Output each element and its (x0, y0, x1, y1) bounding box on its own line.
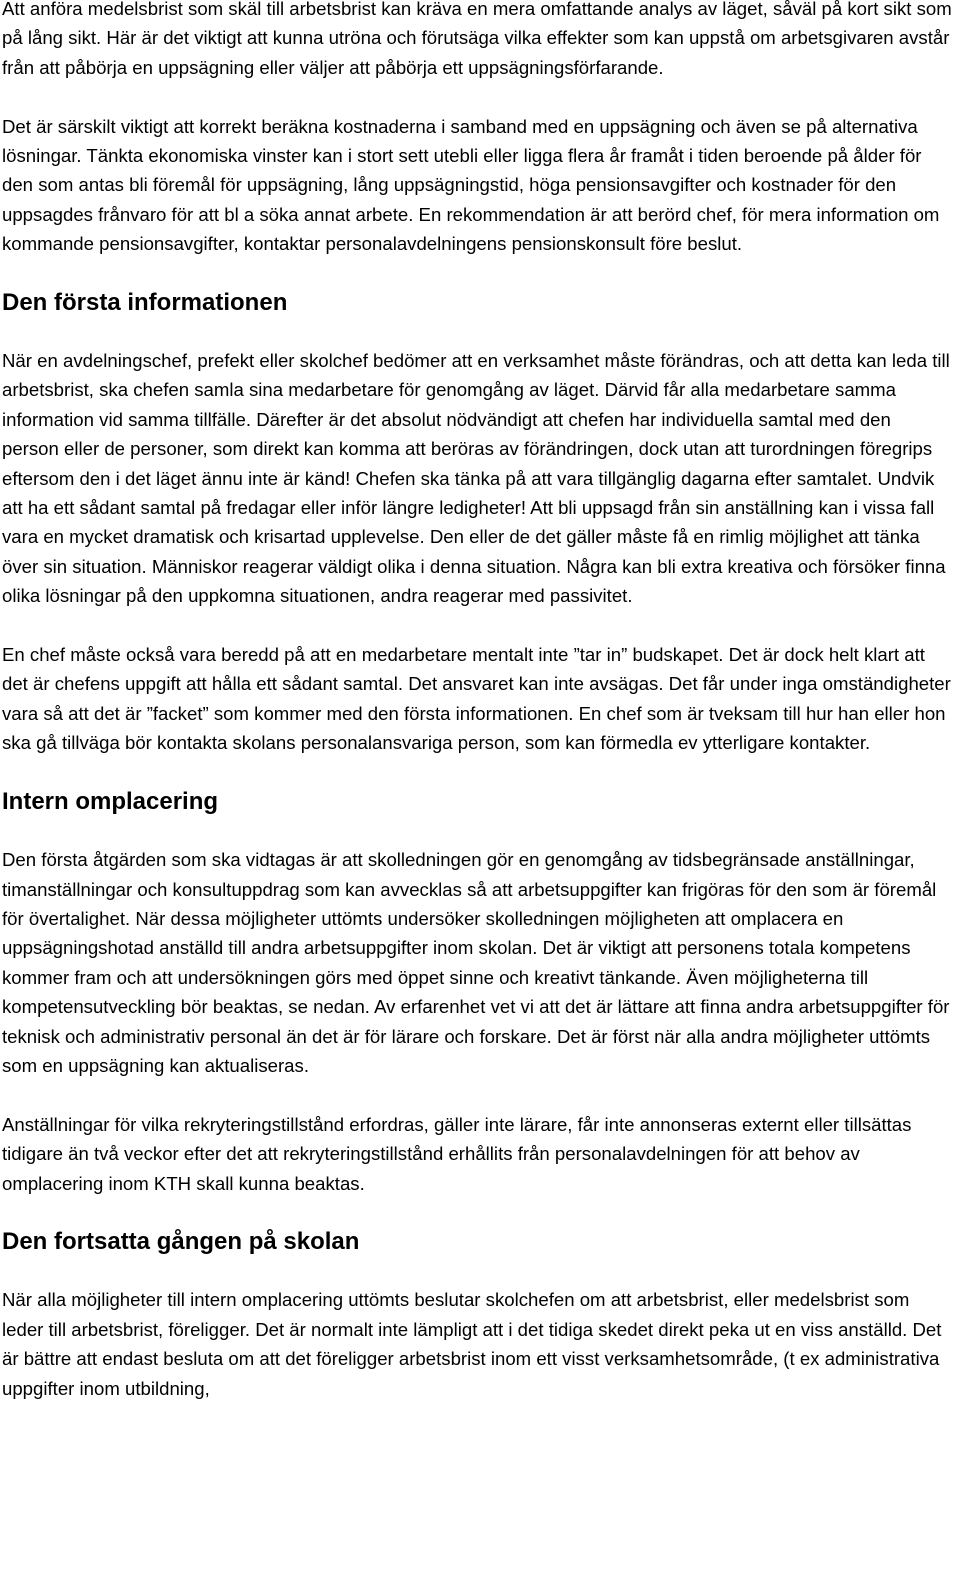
section-2-paragraph-1: Den första åtgärden som ska vidtagas är att skolledningen gör en genomgång av tidsbegränsade anställningar, timanställningar och konsultuppdrag som kan avvecklas så att arbetsuppgifter kan frigöras för den som är föremål för övertalighet. När dessa möjligheter uttömts undersöker skolledningen möjligheten att omplacera en uppsägningshotad anställd till andra arbetsuppgifter inom skolan. Det är viktigt att personens totala kompetens kommer fram och att undersökningen görs med öppet sinne och kreativt tänkande. Även möjligheterna till kompetensutveckling bör beaktas, se nedan. Av erfarenhet vet vi att det är lättare att finna andra arbetsuppgifter för teknisk och administrativ personal än det är för lärare och forskare. Det är först när alla andra möjligheter uttömts som en uppsägning kan aktualiseras. (2, 849, 950, 1076)
section-2-paragraph-2: Anställningar för vilka rekryteringstillstånd erfordras, gäller inte lärare, får inte annonseras externt eller tillsättas tidigare än två veckor efter det att rekryteringstillstånd erhållits från personalavdelningen för att behov av omplacering inom KTH skall kunna beaktas. (2, 1113, 912, 1194)
section-heading-continued-process: Den fortsatta gången på skolan (2, 1228, 360, 1256)
section-heading-internal-relocation: Intern omplacering (2, 788, 219, 816)
intro-paragraph-1: Att anföra medelsbrist som skäl till arbetsbrist kan kräva en mera omfattande analys av läget, såväl på kort sikt som på lång sikt. Här är det viktigt att kunna utröna och förutsäga vilka effekter som kan uppstå om arbetsgivaren avstår från att påbörja en uppsägning eller väljer att påbörja ett uppsägningsförfarande. (2, 0, 952, 78)
document-page (2, 0, 952, 1432)
section-1-paragraph-2: En chef måste också vara beredd på att en medarbetare mentalt inte ”tar in” budskapet. Det är dock helt klart att det är chefens uppgift att hålla ett sådant samtal. Det ansvaret kan inte avsägas. Det får under inga omständigheter vara så att det är ”facket” som kommer med den första informationen. En chef som är tveksam till hur han eller hon ska gå tillväga bör kontakta skolans personalansvariga person, som kan förmedla ev ytterligare kontakter. (2, 644, 951, 754)
section-1-paragraph-1: När en avdelningschef, prefekt eller skolchef bedömer att en verksamhet måste förändras, och att detta kan leda till arbetsbrist, ska chefen samla sina medarbetare för genomgång av läget. Därvid får alla medarbetare samma information vid samma tillfälle. Därefter är det absolut nödvändigt att chefen har individuella samtal med den person eller de personer, som direkt kan komma att beröras av förändringen, dock utan att turordningen föregrips eftersom den i det läget ännu inte är känd! Chefen ska tänka på att vara tillgänglig dagarna efter samtalet. Undvik att ha ett sådant samtal på fredagar eller inför längre ledigheter! Att bli uppsagd från sin anställning kan i vissa fall vara en mycket dramatisk och krisartad upplevelse. Den eller de det gäller måste få en rimlig möjlighet att tänka över sin situation. Människor reagerar väldigt olika i denna situation. Några kan bli extra kreativa och försöker finna olika lösningar på den uppkomna situationen, andra reagerar med passivitet. (2, 350, 950, 607)
section-heading-first-information: Den första informationen (2, 289, 288, 317)
section-3-paragraph-1: När alla möjligheter till intern omplacering uttömts beslutar skolchefen om att arbetsbrist, eller medelsbrist som leder till arbetsbrist, föreligger. Det är normalt inte lämpligt att i det tidiga skedet direkt peka ut en viss anställd. Det är bättre att endast besluta om att det föreligger arbetsbrist inom ett visst verksamhetsområde, (t ex administrativa uppgifter inom utbildning, (2, 1289, 942, 1399)
intro-paragraph-2: Det är särskilt viktigt att korrekt beräkna kostnaderna i samband med en uppsägning och även se på alternativa lösningar. Tänkta ekonomiska vinster kan i stort sett utebli eller ligga flera år framåt i tiden beroende på ålder för den som antas bli föremål för uppsägning, lång uppsägningstid, höga pensionsavgifter och kostnader för den uppsagdes frånvaro för att bl a söka annat arbete. En rekommendation är att berörd chef, för mera information om kommande pensionsavgifter, kontaktar personalavdelningens pensionskonsult före beslut. (2, 115, 940, 255)
